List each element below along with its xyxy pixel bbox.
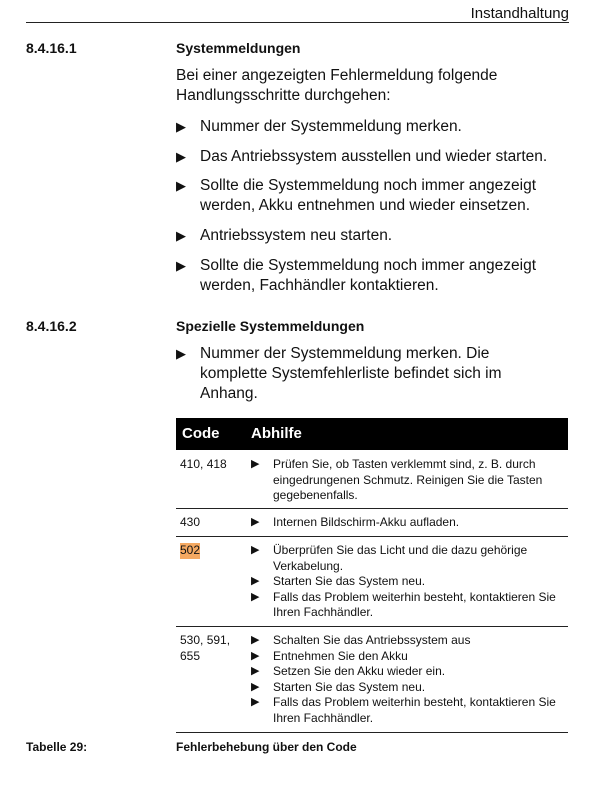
arrow-icon: ▶ xyxy=(176,258,186,273)
row-divider xyxy=(176,536,568,537)
fix-text: Falls das Problem weiterhin besteht, kontaktieren Sie Ihren Fachhändler. xyxy=(273,589,556,619)
fix-text: Falls das Problem weiterhin besteht, kontaktieren Sie Ihren Fachhändler. xyxy=(273,695,556,725)
fix-item xyxy=(251,695,566,726)
error-code: 530, 591, 655 xyxy=(180,633,231,663)
step-text: Antriebssystem neu starten. xyxy=(200,227,393,244)
running-header: Instandhaltung xyxy=(470,5,569,22)
fix-text: Überprüfen Sie das Licht und die dazu gehörige Verkabelung. xyxy=(273,543,528,573)
row-divider xyxy=(176,626,568,627)
section-title: Systemmeldungen xyxy=(176,40,301,56)
step-item xyxy=(176,117,576,137)
error-code-highlighted: 502 xyxy=(180,543,201,557)
arrow-icon: ▶ xyxy=(176,346,186,361)
fix-text: Starten Sie das System neu. xyxy=(273,574,426,588)
arrow-icon: ▶ xyxy=(251,696,260,708)
fix-text: Internen Bildschirm-Akku aufladen. xyxy=(273,515,460,529)
table-bottom-rule xyxy=(176,732,568,733)
arrow-icon: ▶ xyxy=(176,149,186,164)
step-item xyxy=(176,226,576,246)
step-item xyxy=(176,176,576,216)
fix-item xyxy=(251,515,566,531)
arrow-icon: ▶ xyxy=(176,178,186,193)
arrow-icon: ▶ xyxy=(251,649,260,662)
step-item xyxy=(176,147,576,167)
step-item xyxy=(176,256,576,296)
fix-text: Entnehmen Sie den Akku xyxy=(273,648,408,663)
table-header xyxy=(176,418,568,450)
fix-item xyxy=(251,457,566,504)
section-title: Spezielle Systemmeldungen xyxy=(176,318,365,334)
column-header-fix: Abhilfe xyxy=(251,425,302,442)
section-number: 8.4.16.2 xyxy=(26,318,77,334)
step-text: Das Antriebssystem ausstellen und wieder starten. xyxy=(200,148,548,165)
fix-text: Starten Sie das System neu. xyxy=(273,679,426,694)
step-text: Nummer der Systemmeldung merken. Die komplette Systemfehlerliste befindet sich im Anhang. xyxy=(200,345,502,402)
fix-item xyxy=(251,633,566,649)
fix-item xyxy=(251,590,566,621)
error-code: 430 xyxy=(180,515,201,529)
header-rule xyxy=(26,22,569,23)
fix-item xyxy=(251,574,566,590)
step-text: Nummer der Systemmeldung merken. xyxy=(200,118,462,135)
error-code: 410, 418 xyxy=(180,457,227,471)
fix-item xyxy=(251,664,566,680)
table-caption-text: Fehlerbehebung über den Code xyxy=(176,740,357,754)
column-header-code: Code xyxy=(182,425,220,442)
arrow-icon: ▶ xyxy=(251,458,260,470)
fix-item xyxy=(251,680,566,696)
fix-text: Prüfen Sie, ob Tasten verklemmt sind, z. B. durch eingedrungenen Schmutz. Reinigen Sie die Tasten gegebenenfalls. xyxy=(273,457,543,502)
row-divider xyxy=(176,508,568,509)
arrow-icon: ▶ xyxy=(176,228,186,243)
arrow-icon: ▶ xyxy=(251,634,260,646)
arrow-icon: ▶ xyxy=(176,119,186,134)
step-text: Sollte die Systemmeldung noch immer angezeigt werden, Akku entnehmen und wieder einsetzen. xyxy=(200,177,537,214)
fix-text: Schalten Sie das Antriebssystem aus xyxy=(273,633,471,647)
step-text: Sollte die Systemmeldung noch immer angezeigt werden, Fachhändler kontaktieren. xyxy=(200,257,537,294)
fix-item xyxy=(251,649,566,665)
arrow-icon: ▶ xyxy=(251,680,260,693)
table-caption-number: Tabelle 29: xyxy=(26,740,88,754)
step-item xyxy=(176,344,526,404)
intro-paragraph: Bei einer angezeigten Fehlermeldung folgende Handlungsschritte durchgehen: xyxy=(176,67,498,104)
fix-text: Setzen Sie den Akku wieder ein. xyxy=(273,664,446,678)
arrow-icon: ▶ xyxy=(251,665,260,677)
arrow-icon: ▶ xyxy=(251,544,260,556)
arrow-icon: ▶ xyxy=(251,575,260,587)
fix-item xyxy=(251,543,566,574)
arrow-icon: ▶ xyxy=(251,590,260,603)
section-number: 8.4.16.1 xyxy=(26,40,77,56)
arrow-icon: ▶ xyxy=(251,516,260,528)
